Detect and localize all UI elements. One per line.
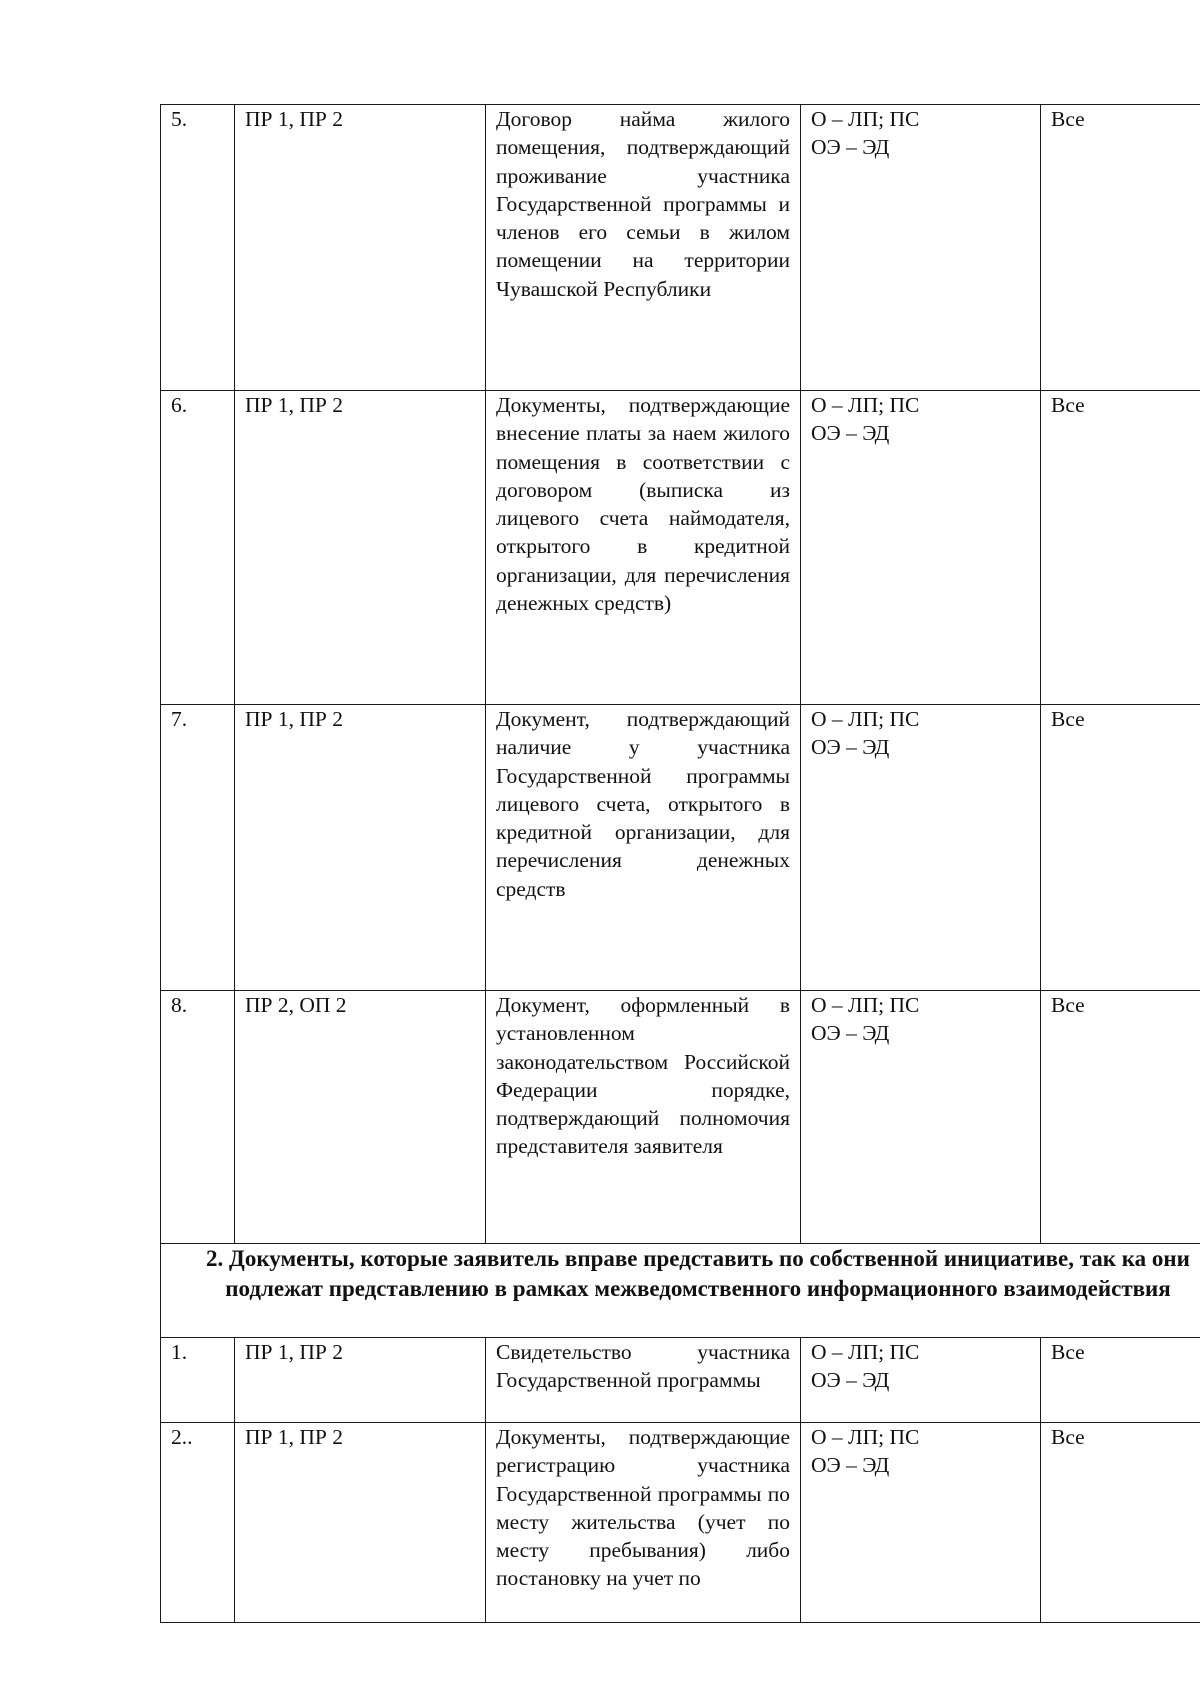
row-description: Документ, оформленный в установленном законодательством Российской Федерации порядке, подтверждающий полномочия представителя заявителя bbox=[486, 991, 801, 1244]
row-description: Документы, подтверждающие внесение платы за наем жилого помещения в соответствии с договором (выписка из лицевого счета наймодателя, открытого в кредитной организации, для перечисления денежных средств) bbox=[486, 391, 801, 705]
table-row bbox=[161, 391, 1200, 705]
table-row bbox=[161, 1423, 1200, 1623]
row-code: ПР 1, ПР 2 bbox=[235, 105, 486, 391]
section-row bbox=[161, 1244, 1200, 1338]
row-description: Документ, подтверждающий наличие у участника Государственной программы лицевого счета, открытого в кредитной организации, для перечисления денежных средств bbox=[486, 705, 801, 991]
row-form: О – ЛП; ПС ОЭ – ЭД bbox=[801, 705, 1041, 991]
row-form: О – ЛП; ПС ОЭ – ЭД bbox=[801, 391, 1041, 705]
row-number: 8. bbox=[161, 991, 235, 1244]
row-form: О – ЛП; ПС ОЭ – ЭД bbox=[801, 1423, 1041, 1623]
row-form: О – ЛП; ПС ОЭ – ЭД bbox=[801, 991, 1041, 1244]
table-row bbox=[161, 991, 1200, 1244]
row-category: Все bbox=[1041, 991, 1200, 1244]
row-category: Все bbox=[1041, 105, 1200, 391]
row-category: Все bbox=[1041, 1338, 1200, 1423]
row-form: О – ЛП; ПС ОЭ – ЭД bbox=[801, 105, 1041, 391]
row-form: О – ЛП; ПС ОЭ – ЭД bbox=[801, 1338, 1041, 1423]
table-row bbox=[161, 705, 1200, 991]
row-number: 6. bbox=[161, 391, 235, 705]
row-number: 7. bbox=[161, 705, 235, 991]
row-number: 5. bbox=[161, 105, 235, 391]
table-row bbox=[161, 105, 1200, 391]
table-row bbox=[161, 1338, 1200, 1423]
row-category: Все bbox=[1041, 1423, 1200, 1623]
row-number: 2.. bbox=[161, 1423, 235, 1623]
section-heading: 2. Документы, которые заявитель вправе представить по собственной инициативе, так ка они подлежат представлению в рамках межведомственного информационного взаимодействия bbox=[161, 1244, 1200, 1338]
row-number: 1. bbox=[161, 1338, 235, 1423]
row-description: Договор найма жилого помещения, подтверждающий проживание участника Государственной программы и членов его семьи в жилом помещении на территории Чувашской Республики bbox=[486, 105, 801, 391]
row-category: Все bbox=[1041, 705, 1200, 991]
row-code: ПР 1, ПР 2 bbox=[235, 391, 486, 705]
row-code: ПР 2, ОП 2 bbox=[235, 991, 486, 1244]
row-description: Свидетельство участника Государственной программы bbox=[486, 1338, 801, 1423]
row-category: Все bbox=[1041, 391, 1200, 705]
documents-table bbox=[160, 104, 1200, 1623]
row-description: Документы, подтверждающие регистрацию участника Государственной программы по месту жительства (учет по месту пребывания) либо постановку на учет по bbox=[486, 1423, 801, 1623]
row-code: ПР 1, ПР 2 bbox=[235, 1423, 486, 1623]
row-code: ПР 1, ПР 2 bbox=[235, 1338, 486, 1423]
row-code: ПР 1, ПР 2 bbox=[235, 705, 486, 991]
